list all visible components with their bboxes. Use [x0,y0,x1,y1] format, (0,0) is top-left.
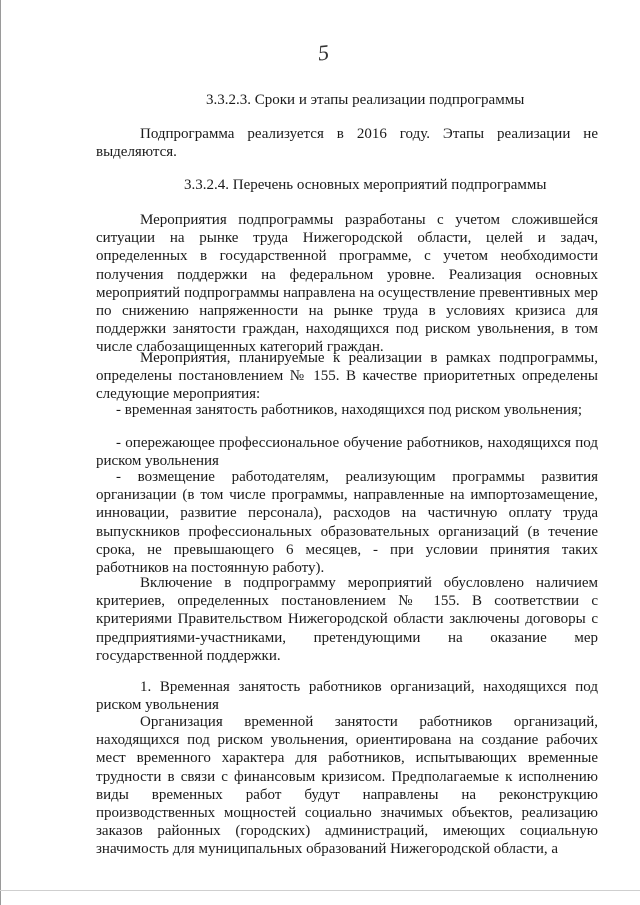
paragraph-criteria: Включение в подпрограмму мероприятий обусловлено наличием критериев, определенных постановлением № 155. В соответствии с критериями Правительством Нижегородской области заключены договоры с предприятиями-участниками, претендующими на оказание мер государственной поддержки. [96,575,598,664]
list-item-employer-compensation: - возмещение работодателям, реализующим программы развития организации (в том числе программы, направленные на импортозамещение, инновации, развитие персонала), расходов на частичную оплату труда выпускников профессиональных образовательных организаций (в течение срока, не превышающего 6 месяцев, - при условии принятия таких работников на постоянную работу). [96,469,598,577]
scan-left-edge [0,0,1,905]
paragraph-temporary-employment: Организация временной занятости работников организаций, находящихся под риском увольнения, ориентирована на создание рабочих мест временного характера для работников, испытывающих временные трудности в связи с финансовым кризисом. Предполагаемые к исполнению виды временных работ будут направлены на реконструкцию производственных мощностей социально значимых объектов, реализацию заказов районных (городских) администраций, имеющих социальную значимость для муниципальных образований Нижегородской области, а [96,714,598,858]
paragraph-terms: Подпрограмма реализуется в 2016 году. Этапы реализации не выделяются. [96,126,598,161]
paragraph-planned-measures: Мероприятия, планируемые к реализации в рамках подпрограммы, определены постановлением № 155. В качестве приоритетных определены следующие мероприятия: [96,350,598,403]
section-heading-3-3-2-3: 3.3.2.3. Сроки и этапы реализации подпрограммы [206,92,525,108]
page-number: 5 [316,39,331,66]
list-item-advance-training: - опережающее профессиональное обучение работников, находящихся под риском увольнения [96,435,598,470]
scan-bottom-edge [0,890,640,891]
section-heading-3-3-2-4: 3.3.2.4. Перечень основных мероприятий подпрограммы [184,177,547,193]
section-heading-temporary-employment: 1. Временная занятость работников организаций, находящихся под риском увольнения [96,679,598,714]
paragraph-measures-intro: Мероприятия подпрограммы разработаны с учетом сложившейся ситуации на рынке труда Нижегородской области, целей и задач, определенных в государственной программе, с учетом необходимости получения поддержки на федеральном уровне. Реализация основных мероприятий подпрограммы направлена на осуществление превентивных мер по снижению напряженности на рынке труда в условиях кризиса для поддержки занятости граждан, находящихся под риском увольнения, в том числе слабозащищенных категорий граждан. [96,212,598,356]
list-item-temporary-employment: - временная занятость работников, находящихся под риском увольнения; [116,402,583,418]
